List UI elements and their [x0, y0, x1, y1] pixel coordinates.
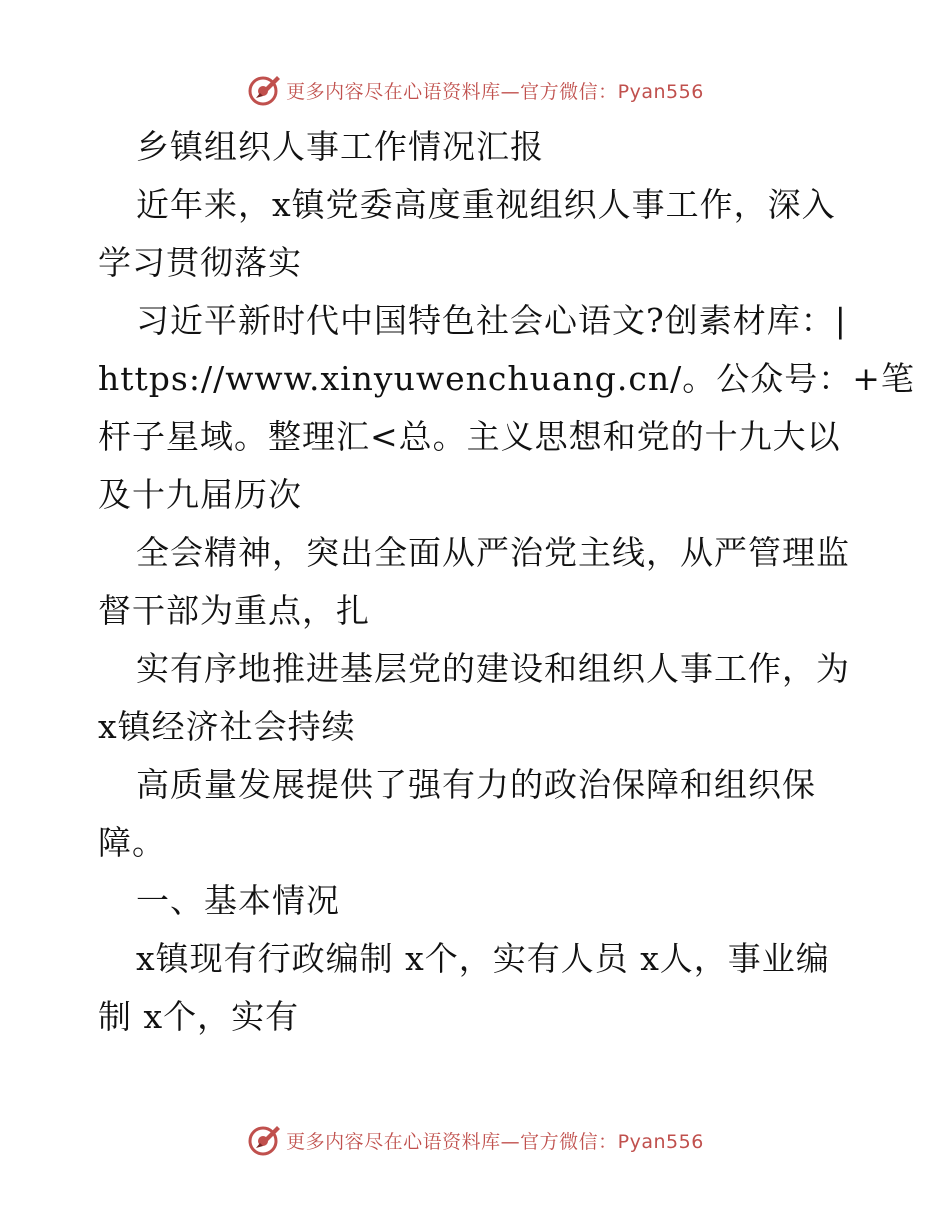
text-line: 杆子星域。整理汇<总。主义思想和党的十九大以	[98, 417, 841, 456]
banner-text: 更多内容尽在心语资料库—官方微信：Pyan556	[286, 1130, 704, 1153]
text-line: 乡镇组织人事工作情况汇报	[136, 127, 544, 166]
footer-watermark-banner	[0, 1120, 950, 1160]
text-line: 学习贯彻落实	[98, 243, 302, 282]
text-line: 习近平新时代中国特色社会心语文?创素材库：|	[136, 301, 847, 340]
text-line: 近年来，x镇党委高度重视组织人事工作，深入	[136, 185, 836, 224]
header-watermark-banner	[0, 70, 950, 110]
pen-logo-icon	[246, 1122, 282, 1158]
text-line: 督干部为重点，扎	[98, 591, 370, 630]
text-line: https://www.xinyuwenchuang.cn/。公众号：+笔	[98, 359, 915, 398]
text-line: 一、基本情况	[136, 881, 340, 920]
document-body	[98, 118, 915, 1046]
text-line: x镇经济社会持续	[98, 707, 356, 746]
text-line: 及十九届历次	[98, 475, 302, 514]
text-line: 障。	[98, 823, 166, 862]
text-line: 高质量发展提供了强有力的政治保障和组织保	[136, 765, 816, 804]
text-line: 实有序地推进基层党的建设和组织人事工作，为	[136, 649, 850, 688]
text-line: 制 x个，实有	[98, 997, 300, 1036]
pen-logo-icon	[246, 72, 282, 108]
banner-text: 更多内容尽在心语资料库—官方微信：Pyan556	[286, 80, 704, 103]
text-line: x镇现有行政编制 x个，实有人员 x人，事业编	[136, 939, 830, 978]
text-line: 全会精神，突出全面从严治党主线，从严管理监	[136, 533, 850, 572]
